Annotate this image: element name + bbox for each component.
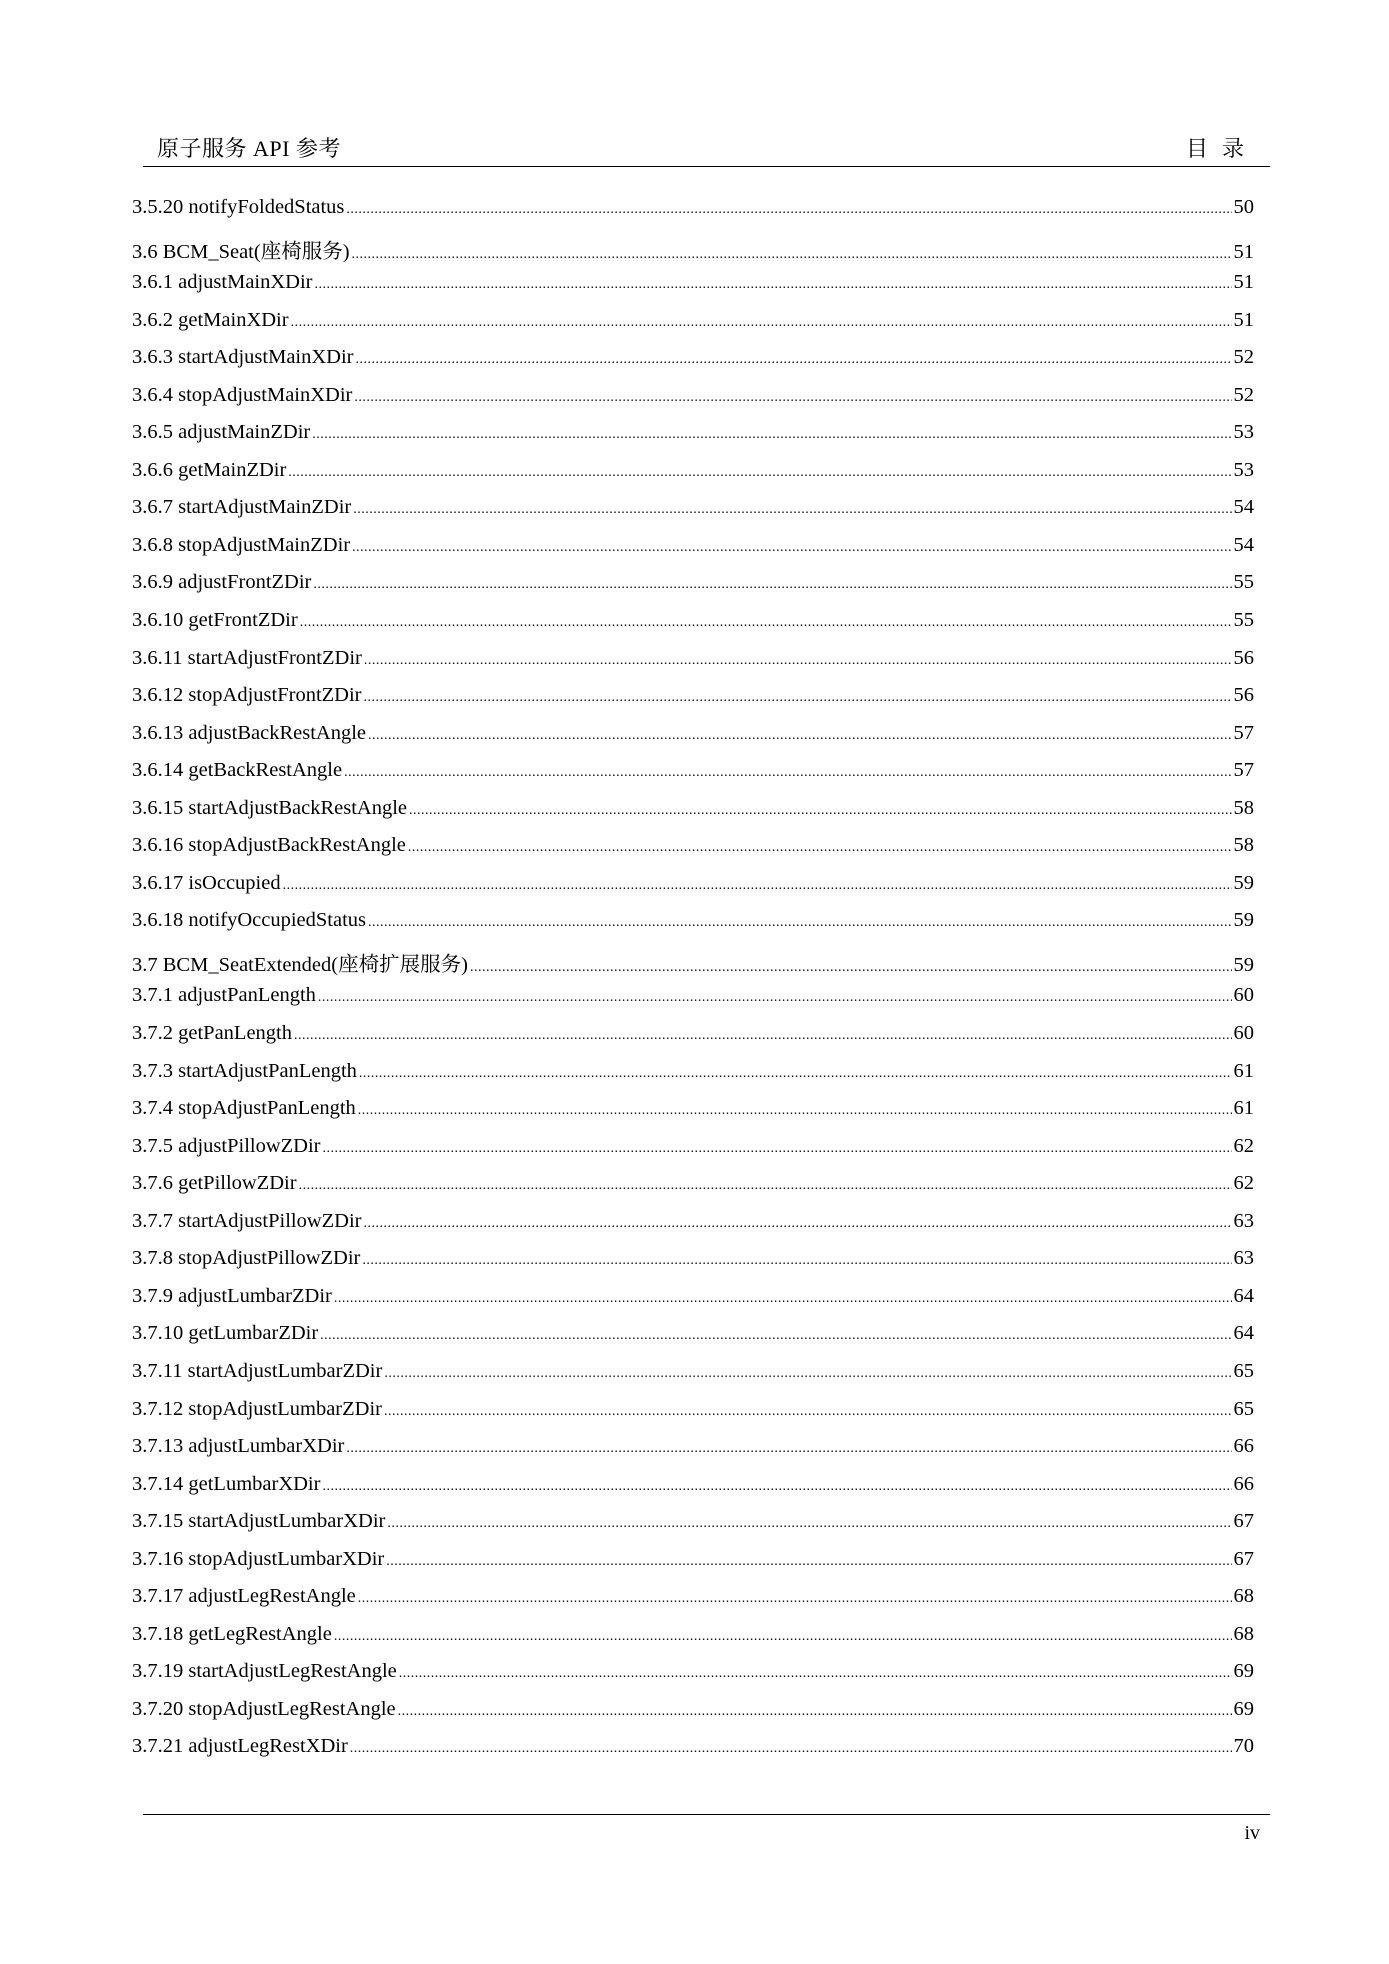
toc-entry-page: 52 <box>1233 383 1254 406</box>
toc-entry[interactable] <box>132 1360 1254 1398</box>
toc-dot-leader <box>346 1441 1231 1457</box>
toc-entry-page: 57 <box>1233 759 1254 782</box>
toc-entry-page: 67 <box>1233 1547 1254 1570</box>
toc-dot-leader <box>352 247 1232 263</box>
toc-entry-title[interactable]: 3.6.13 adjustBackRestAngle <box>132 721 367 744</box>
toc-entry-title[interactable]: 3.6.2 getMainXDir <box>132 308 289 331</box>
toc-entry-title[interactable]: 3.6.9 adjustFrontZDir <box>132 571 312 594</box>
toc-entry-page: 69 <box>1233 1660 1254 1683</box>
toc-dot-leader <box>318 990 1232 1006</box>
toc-entry[interactable] <box>132 872 1254 910</box>
toc-dot-leader <box>334 1629 1232 1645</box>
toc-entry[interactable] <box>132 196 1254 234</box>
toc-entry-page: 51 <box>1233 271 1254 294</box>
toc-entry-page: 54 <box>1233 496 1254 519</box>
toc-entry[interactable] <box>132 459 1254 497</box>
toc-entry-page: 60 <box>1233 1022 1254 1045</box>
toc-entry-title[interactable]: 3.6.15 startAdjustBackRestAngle <box>132 796 408 819</box>
toc-entry-page: 66 <box>1233 1472 1254 1495</box>
toc-dot-leader <box>384 1404 1232 1420</box>
toc-dot-leader <box>364 653 1232 669</box>
toc-entry-title[interactable]: 3.6.16 stopAdjustBackRestAngle <box>132 834 406 857</box>
toc-dot-leader <box>409 803 1231 819</box>
toc-entry-page: 56 <box>1233 684 1254 707</box>
toc-entry-page: 68 <box>1233 1622 1254 1645</box>
toc-entry[interactable] <box>132 234 1254 272</box>
toc-entry-page: 52 <box>1233 346 1254 369</box>
toc-entry-page: 60 <box>1233 984 1254 1007</box>
toc-entry[interactable] <box>132 609 1254 647</box>
toc-entry-page: 55 <box>1233 609 1254 632</box>
toc-entry[interactable] <box>132 1660 1254 1698</box>
toc-entry-title[interactable]: 3.7.2 getPanLength <box>132 1022 292 1045</box>
toc-entry[interactable] <box>132 309 1254 347</box>
toc-entry-title[interactable]: 3.6.11 startAdjustFrontZDir <box>132 646 362 669</box>
toc-entry-title[interactable]: 3.7.1 adjustPanLength <box>132 984 316 1007</box>
toc-entry-title[interactable]: 3.7.4 stopAdjustPanLength <box>132 1097 356 1120</box>
toc-entry-page: 59 <box>1233 871 1254 894</box>
toc-entry-page: 51 <box>1233 240 1254 263</box>
toc-entry-title[interactable]: 3.6.4 stopAdjustMainXDir <box>132 383 353 406</box>
toc-entry-page: 55 <box>1233 571 1254 594</box>
toc-entry[interactable] <box>132 834 1254 872</box>
toc-entry-page: 58 <box>1233 834 1254 857</box>
toc-entry-title[interactable]: 3.7.7 startAdjustPillowZDir <box>132 1209 362 1232</box>
toc-entry-title[interactable]: 3.7.20 stopAdjustLegRestAngle <box>132 1697 396 1720</box>
toc-entry-title[interactable]: 3.6.5 adjustMainZDir <box>132 421 311 444</box>
toc-entry-page: 58 <box>1233 796 1254 819</box>
toc-entry[interactable] <box>132 947 1254 985</box>
toc-dot-leader <box>356 352 1232 368</box>
page-number: iv <box>1244 1822 1260 1844</box>
toc-entry[interactable] <box>132 1097 1254 1135</box>
footer-divider <box>143 1814 1270 1815</box>
toc-dot-leader <box>364 690 1232 706</box>
toc-entry[interactable] <box>132 1210 1254 1248</box>
toc-entry[interactable] <box>132 684 1254 722</box>
toc-entry-title[interactable]: 3.7.21 adjustLegRestXDir <box>132 1735 348 1758</box>
toc-dot-leader <box>359 1066 1232 1082</box>
toc-dot-leader <box>291 315 1232 331</box>
toc-entry-title[interactable]: 3.6.18 notifyOccupiedStatus <box>132 909 367 932</box>
toc-dot-leader <box>368 915 1231 931</box>
toc-entry-title[interactable]: 3.6.1 adjustMainXDir <box>132 271 313 294</box>
toc-entry-title[interactable]: 3.7.10 getLumbarZDir <box>132 1322 319 1345</box>
toc-entry-title[interactable]: 3.7.8 stopAdjustPillowZDir <box>132 1247 361 1270</box>
section-title: 目录 <box>1185 136 1258 161</box>
toc-dot-leader <box>354 390 1231 406</box>
toc-entry-title[interactable]: 3.6 BCM_Seat(座椅服务) <box>132 240 350 263</box>
toc-dot-leader <box>408 840 1232 856</box>
toc-entry-title[interactable]: 3.7.14 getLumbarXDir <box>132 1472 321 1495</box>
toc-entry-page: 59 <box>1233 909 1254 932</box>
toc-dot-leader <box>398 1704 1232 1720</box>
toc-dot-leader <box>387 1516 1231 1532</box>
toc-entry[interactable] <box>132 1435 1254 1473</box>
toc-entry-page: 62 <box>1233 1172 1254 1195</box>
toc-entry-page: 59 <box>1233 953 1254 976</box>
table-of-contents <box>132 196 1254 1773</box>
toc-dot-leader <box>294 1028 1232 1044</box>
toc-entry-page: 65 <box>1233 1397 1254 1420</box>
toc-dot-leader <box>299 1178 1232 1194</box>
toc-entry-title[interactable]: 3.6.7 startAdjustMainZDir <box>132 496 352 519</box>
page-header <box>143 132 1270 167</box>
toc-entry-title[interactable]: 3.7.5 adjustPillowZDir <box>132 1134 321 1157</box>
toc-dot-leader <box>363 1216 1231 1232</box>
toc-dot-leader <box>320 1328 1231 1344</box>
toc-entry-page: 61 <box>1233 1059 1254 1082</box>
toc-dot-leader <box>312 427 1231 443</box>
toc-entry-page: 56 <box>1233 646 1254 669</box>
toc-entry-title[interactable]: 3.6.14 getBackRestAngle <box>132 759 343 782</box>
toc-entry[interactable] <box>132 571 1254 609</box>
toc-entry-title[interactable]: 3.6.17 isOccupied <box>132 871 281 894</box>
toc-dot-leader <box>334 1291 1232 1307</box>
toc-entry-title[interactable]: 3.7.12 stopAdjustLumbarZDir <box>132 1397 382 1420</box>
toc-dot-leader <box>470 960 1232 976</box>
toc-entry[interactable] <box>132 1247 1254 1285</box>
toc-entry[interactable] <box>132 1510 1254 1548</box>
toc-entry[interactable] <box>132 1060 1254 1098</box>
toc-entry-page: 68 <box>1233 1585 1254 1608</box>
toc-entry-title[interactable]: 3.7.19 startAdjustLegRestAngle <box>132 1660 397 1683</box>
toc-entry-page: 66 <box>1233 1435 1254 1458</box>
toc-entry-page: 65 <box>1233 1359 1254 1382</box>
toc-entry-page: 62 <box>1233 1134 1254 1157</box>
toc-entry-page: 54 <box>1233 533 1254 556</box>
toc-entry-title[interactable]: 3.7 BCM_SeatExtended(座椅扩展服务) <box>132 953 468 976</box>
toc-dot-leader <box>288 465 1231 481</box>
toc-entry[interactable] <box>132 496 1254 534</box>
toc-entry-title[interactable]: 3.7.18 getLegRestAngle <box>132 1622 332 1645</box>
toc-dot-leader <box>352 540 1231 556</box>
toc-entry[interactable] <box>132 1735 1254 1773</box>
toc-entry[interactable] <box>132 421 1254 459</box>
toc-dot-leader <box>384 1366 1231 1382</box>
toc-entry[interactable] <box>132 1623 1254 1661</box>
toc-entry[interactable] <box>132 1172 1254 1210</box>
toc-entry[interactable] <box>132 1135 1254 1173</box>
toc-entry-title[interactable]: 3.7.11 startAdjustLumbarZDir <box>132 1359 383 1382</box>
toc-entry-page: 63 <box>1233 1247 1254 1270</box>
toc-dot-leader <box>386 1554 1231 1570</box>
document-title: 原子服务 API 参考 <box>157 136 341 161</box>
toc-entry-title[interactable]: 3.7.13 adjustLumbarXDir <box>132 1435 345 1458</box>
toc-entry[interactable] <box>132 534 1254 572</box>
toc-entry[interactable] <box>132 984 1254 1022</box>
toc-entry-page: 51 <box>1233 308 1254 331</box>
toc-entry-page: 57 <box>1233 721 1254 744</box>
toc-dot-leader <box>358 1103 1232 1119</box>
toc-entry-title[interactable]: 3.6.8 stopAdjustMainZDir <box>132 533 351 556</box>
toc-entry[interactable] <box>132 1285 1254 1323</box>
toc-entry-title[interactable]: 3.5.20 notifyFoldedStatus <box>132 196 345 218</box>
toc-entry[interactable] <box>132 1473 1254 1511</box>
toc-entry[interactable] <box>132 1022 1254 1060</box>
toc-entry[interactable] <box>132 1548 1254 1586</box>
toc-entry-title[interactable]: 3.7.15 startAdjustLumbarXDir <box>132 1510 386 1533</box>
toc-entry[interactable] <box>132 1698 1254 1736</box>
toc-dot-leader <box>344 765 1231 781</box>
toc-dot-leader <box>346 202 1231 218</box>
toc-dot-leader <box>358 1591 1232 1607</box>
toc-entry-page: 63 <box>1233 1209 1254 1232</box>
toc-dot-leader <box>315 277 1232 293</box>
toc-entry[interactable] <box>132 1585 1254 1623</box>
toc-entry-title[interactable]: 3.7.6 getPillowZDir <box>132 1172 297 1195</box>
toc-entry-title[interactable]: 3.7.17 adjustLegRestAngle <box>132 1585 356 1608</box>
toc-entry-title[interactable]: 3.7.9 adjustLumbarZDir <box>132 1284 332 1307</box>
toc-entry-title[interactable]: 3.6.10 getFrontZDir <box>132 609 298 632</box>
toc-entry[interactable] <box>132 759 1254 797</box>
toc-entry-title[interactable]: 3.7.16 stopAdjustLumbarXDir <box>132 1547 385 1570</box>
toc-entry-page: 50 <box>1233 196 1254 218</box>
toc-entry-page: 70 <box>1233 1735 1254 1758</box>
toc-dot-leader <box>322 1141 1231 1157</box>
toc-entry-page: 64 <box>1233 1284 1254 1307</box>
toc-entry-title[interactable]: 3.6.12 stopAdjustFrontZDir <box>132 684 362 707</box>
toc-entry-page: 69 <box>1233 1697 1254 1720</box>
toc-entry-title[interactable]: 3.6.3 startAdjustMainXDir <box>132 346 354 369</box>
toc-dot-leader <box>399 1666 1232 1682</box>
toc-dot-leader <box>283 878 1232 894</box>
toc-entry-page: 53 <box>1233 421 1254 444</box>
toc-entry[interactable] <box>132 346 1254 384</box>
toc-entry[interactable] <box>132 1398 1254 1436</box>
toc-dot-leader <box>300 615 1232 631</box>
toc-entry-page: 61 <box>1233 1097 1254 1120</box>
toc-dot-leader <box>322 1479 1231 1495</box>
toc-entry[interactable] <box>132 647 1254 685</box>
toc-dot-leader <box>368 728 1231 744</box>
toc-entry[interactable] <box>132 722 1254 760</box>
toc-entry-page: 67 <box>1233 1510 1254 1533</box>
toc-entry[interactable] <box>132 797 1254 835</box>
toc-dot-leader <box>353 502 1231 518</box>
toc-entry[interactable] <box>132 909 1254 947</box>
toc-entry[interactable] <box>132 384 1254 422</box>
toc-entry-title[interactable]: 3.7.3 startAdjustPanLength <box>132 1059 357 1082</box>
toc-entry-page: 53 <box>1233 458 1254 481</box>
toc-dot-leader <box>350 1741 1232 1757</box>
toc-entry[interactable] <box>132 271 1254 309</box>
toc-dot-leader <box>362 1253 1231 1269</box>
toc-entry-title[interactable]: 3.6.6 getMainZDir <box>132 458 287 481</box>
toc-entry[interactable] <box>132 1322 1254 1360</box>
toc-entry-page: 64 <box>1233 1322 1254 1345</box>
toc-dot-leader <box>313 577 1231 593</box>
